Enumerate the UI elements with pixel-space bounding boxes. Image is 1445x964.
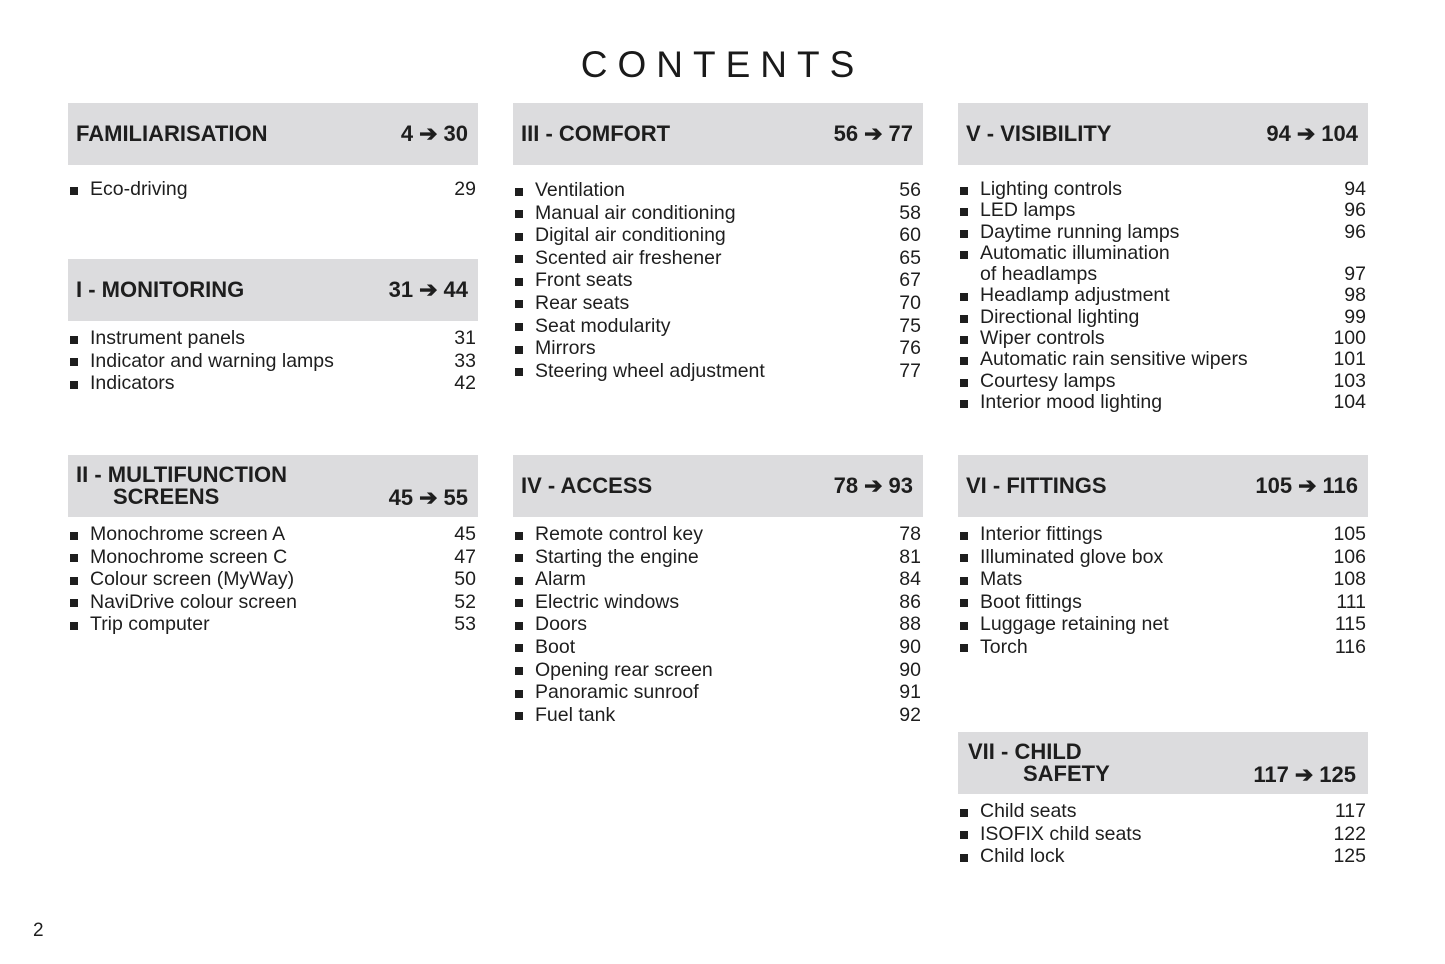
range-end: 116 bbox=[1322, 473, 1358, 498]
item-label: Fuel tank bbox=[535, 703, 616, 726]
square-bullet-icon bbox=[515, 712, 523, 720]
item-page: 90 bbox=[899, 635, 921, 658]
toc-item[interactable] bbox=[958, 823, 1368, 846]
toc-item[interactable] bbox=[68, 613, 478, 636]
toc-item[interactable] bbox=[513, 179, 923, 202]
toc-item[interactable] bbox=[958, 800, 1368, 823]
item-page: 75 bbox=[899, 314, 921, 337]
toc-item[interactable] bbox=[513, 523, 923, 546]
item-label: Automatic rain sensitive wipers bbox=[980, 348, 1248, 371]
item-page: 103 bbox=[1333, 369, 1366, 392]
item-label: Mats bbox=[980, 568, 1023, 591]
page-range bbox=[389, 279, 468, 301]
item-page: 31 bbox=[454, 327, 476, 349]
item-page: 101 bbox=[1333, 348, 1366, 371]
item-label: Monochrome screen C bbox=[90, 545, 288, 568]
square-bullet-icon bbox=[70, 599, 78, 607]
section-title: FAMILIARISATION bbox=[76, 121, 268, 146]
arrow-right-icon: ➔ bbox=[419, 121, 438, 146]
item-page: 81 bbox=[899, 545, 921, 568]
range-start: 31 bbox=[388, 277, 414, 302]
square-bullet-icon bbox=[960, 809, 968, 817]
item-page: 94 bbox=[1344, 178, 1366, 200]
item-label: Doors bbox=[535, 613, 588, 636]
item-page: 70 bbox=[899, 291, 921, 314]
item-page: 122 bbox=[1333, 822, 1366, 845]
arrow-right-icon: ➔ bbox=[419, 277, 438, 302]
item-page: 78 bbox=[899, 523, 921, 545]
toc-item[interactable] bbox=[68, 350, 478, 373]
item-page: 91 bbox=[899, 681, 921, 704]
section-title-line1: II - MULTIFUNCTION bbox=[76, 462, 287, 487]
toc-item[interactable] bbox=[958, 568, 1368, 591]
square-bullet-icon bbox=[70, 381, 78, 389]
page-range bbox=[389, 487, 468, 509]
item-label: Lighting controls bbox=[980, 178, 1123, 200]
item-page: 84 bbox=[899, 568, 921, 591]
item-page: 88 bbox=[899, 613, 921, 636]
toc-item[interactable] bbox=[513, 681, 923, 704]
square-bullet-icon bbox=[70, 358, 78, 366]
item-label: NaviDrive colour screen bbox=[90, 590, 297, 613]
section-header[interactable] bbox=[513, 455, 923, 517]
item-label: Remote control key bbox=[535, 523, 703, 545]
square-bullet-icon bbox=[960, 599, 968, 607]
section-header[interactable] bbox=[68, 455, 478, 517]
section-title bbox=[76, 464, 287, 508]
toc-item[interactable] bbox=[513, 292, 923, 315]
section-header[interactable] bbox=[68, 103, 478, 165]
toc-item[interactable] bbox=[958, 179, 1368, 200]
item-label: Alarm bbox=[535, 568, 586, 591]
item-page: 96 bbox=[1344, 199, 1366, 222]
item-page: 65 bbox=[899, 246, 921, 269]
square-bullet-icon bbox=[70, 554, 78, 562]
square-bullet-icon bbox=[70, 577, 78, 585]
item-page: 90 bbox=[899, 658, 921, 681]
item-label: Boot bbox=[535, 635, 576, 658]
section-header[interactable] bbox=[513, 103, 923, 165]
square-bullet-icon bbox=[515, 300, 523, 308]
item-page: 97 bbox=[1344, 263, 1366, 286]
toc-item[interactable] bbox=[958, 328, 1368, 349]
range-start: 4 bbox=[400, 121, 414, 146]
square-bullet-icon bbox=[960, 554, 968, 562]
toc-item[interactable] bbox=[68, 568, 478, 591]
section-title-line1: VII - CHILD bbox=[968, 739, 1082, 764]
item-label: Indicators bbox=[90, 372, 175, 395]
square-bullet-icon bbox=[960, 854, 968, 862]
square-bullet-icon bbox=[70, 532, 78, 540]
item-label: Trip computer bbox=[90, 613, 210, 636]
toc-item[interactable] bbox=[513, 659, 923, 682]
toc-item[interactable] bbox=[513, 247, 923, 270]
item-label: ISOFIX child seats bbox=[980, 822, 1142, 845]
item-page: 29 bbox=[454, 178, 476, 200]
square-bullet-icon bbox=[960, 230, 968, 238]
item-label: Scented air freshener bbox=[535, 246, 722, 269]
item-page: 125 bbox=[1333, 845, 1366, 868]
range-end: 55 bbox=[443, 485, 468, 510]
square-bullet-icon bbox=[515, 644, 523, 652]
section-title: V - VISIBILITY bbox=[966, 121, 1112, 146]
toc-item[interactable] bbox=[513, 315, 923, 338]
arrow-right-icon: ➔ bbox=[864, 473, 883, 498]
square-bullet-icon bbox=[515, 622, 523, 630]
item-label: Boot fittings bbox=[980, 590, 1082, 613]
arrow-right-icon: ➔ bbox=[1294, 762, 1314, 787]
toc-item[interactable] bbox=[958, 371, 1368, 392]
toc-item[interactable] bbox=[513, 360, 923, 383]
arrow-right-icon: ➔ bbox=[1298, 473, 1317, 498]
page-range bbox=[834, 475, 913, 497]
item-page: 106 bbox=[1333, 545, 1366, 568]
item-page: 92 bbox=[899, 703, 921, 726]
item-label: Headlamp adjustment bbox=[980, 284, 1170, 307]
toc-item[interactable] bbox=[958, 307, 1368, 328]
toc-item[interactable] bbox=[513, 224, 923, 247]
arrow-right-icon: ➔ bbox=[864, 121, 883, 146]
toc-item[interactable] bbox=[68, 546, 478, 569]
item-label: Child lock bbox=[980, 845, 1065, 868]
toc-item[interactable] bbox=[513, 613, 923, 636]
item-page: 76 bbox=[899, 337, 921, 360]
toc-item[interactable] bbox=[513, 546, 923, 569]
square-bullet-icon bbox=[960, 644, 968, 652]
square-bullet-icon bbox=[960, 622, 968, 630]
square-bullet-icon bbox=[960, 831, 968, 839]
section-fittings bbox=[958, 455, 1368, 659]
item-label: Steering wheel adjustment bbox=[535, 359, 765, 382]
toc-item[interactable] bbox=[68, 327, 478, 350]
square-bullet-icon bbox=[515, 554, 523, 562]
toc-item[interactable] bbox=[68, 591, 478, 614]
toc-item[interactable] bbox=[513, 636, 923, 659]
item-label: Instrument panels bbox=[90, 327, 246, 349]
section-title: IV - ACCESS bbox=[521, 473, 653, 498]
toc-item[interactable] bbox=[513, 568, 923, 591]
item-page: 117 bbox=[1334, 800, 1366, 822]
toc-item[interactable] bbox=[68, 178, 478, 201]
item-label: Front seats bbox=[535, 269, 633, 292]
range-start: 105 bbox=[1255, 473, 1293, 498]
toc-item[interactable] bbox=[68, 523, 478, 546]
item-page: 115 bbox=[1334, 613, 1366, 636]
section-title: I - MONITORING bbox=[76, 277, 245, 302]
square-bullet-icon bbox=[960, 251, 968, 259]
page-range bbox=[1255, 475, 1358, 497]
square-bullet-icon bbox=[515, 210, 523, 218]
range-end: 77 bbox=[888, 121, 913, 146]
item-page: 99 bbox=[1344, 305, 1366, 328]
square-bullet-icon bbox=[960, 532, 968, 540]
section-header[interactable] bbox=[958, 455, 1368, 517]
toc-item[interactable] bbox=[958, 523, 1368, 546]
item-label: Opening rear screen bbox=[535, 658, 713, 681]
item-label: LED lamps bbox=[980, 199, 1076, 222]
square-bullet-icon bbox=[960, 357, 968, 365]
range-start: 45 bbox=[388, 485, 414, 510]
range-end: 125 bbox=[1319, 762, 1356, 787]
toc-item[interactable] bbox=[958, 613, 1368, 636]
item-label: Colour screen (MyWay) bbox=[90, 568, 295, 591]
range-end: 93 bbox=[888, 473, 913, 498]
item-label: Eco-driving bbox=[90, 178, 188, 200]
square-bullet-icon bbox=[515, 188, 523, 196]
square-bullet-icon bbox=[515, 346, 523, 354]
item-label-line1: Automatic illumination bbox=[980, 241, 1170, 264]
item-page: 33 bbox=[454, 349, 476, 372]
square-bullet-icon bbox=[960, 293, 968, 301]
toc-item[interactable] bbox=[958, 349, 1368, 370]
item-page: 53 bbox=[454, 613, 476, 636]
item-page: 104 bbox=[1333, 390, 1366, 413]
section-header[interactable] bbox=[958, 732, 1368, 794]
toc-item[interactable] bbox=[958, 243, 1368, 286]
item-page: 116 bbox=[1334, 635, 1366, 658]
page-range bbox=[401, 123, 468, 145]
range-start: 56 bbox=[833, 121, 859, 146]
square-bullet-icon bbox=[515, 599, 523, 607]
square-bullet-icon bbox=[70, 336, 78, 344]
item-label: Interior mood lighting bbox=[980, 390, 1163, 413]
square-bullet-icon bbox=[70, 622, 78, 630]
toc-item[interactable] bbox=[958, 546, 1368, 569]
item-label: Ventilation bbox=[535, 179, 625, 201]
item-page: 77 bbox=[899, 359, 921, 382]
square-bullet-icon bbox=[515, 323, 523, 331]
item-label: Starting the engine bbox=[535, 545, 699, 568]
range-end: 44 bbox=[443, 277, 468, 302]
page-range bbox=[1266, 123, 1358, 145]
item-label: Seat modularity bbox=[535, 314, 671, 337]
section-title-line2: SAFETY bbox=[1023, 761, 1110, 786]
item-label: Interior fittings bbox=[980, 523, 1103, 545]
section-visibility bbox=[958, 103, 1368, 413]
range-start: 78 bbox=[833, 473, 859, 498]
square-bullet-icon bbox=[515, 577, 523, 585]
square-bullet-icon bbox=[960, 315, 968, 323]
item-label: Digital air conditioning bbox=[535, 224, 726, 247]
item-page: 98 bbox=[1344, 284, 1366, 307]
item-label-line2: of headlamps bbox=[980, 263, 1098, 286]
item-label: Directional lighting bbox=[980, 305, 1140, 328]
item-page: 50 bbox=[454, 568, 476, 591]
section-multifunction-screens bbox=[68, 455, 478, 636]
section-title-line2: SCREENS bbox=[113, 484, 220, 509]
square-bullet-icon bbox=[515, 255, 523, 263]
item-page: 67 bbox=[899, 269, 921, 292]
toc-item[interactable] bbox=[958, 845, 1368, 868]
section-header[interactable] bbox=[68, 259, 478, 321]
toc-item[interactable] bbox=[513, 591, 923, 614]
item-label: Monochrome screen A bbox=[90, 523, 286, 545]
square-bullet-icon bbox=[960, 379, 968, 387]
item-page: 100 bbox=[1333, 327, 1366, 350]
page-range bbox=[1253, 764, 1356, 786]
section-child-safety bbox=[958, 732, 1368, 868]
item-label: Electric windows bbox=[535, 590, 680, 613]
item-label: Courtesy lamps bbox=[980, 369, 1116, 392]
toc-item[interactable] bbox=[958, 285, 1368, 306]
item-page: 47 bbox=[454, 545, 476, 568]
toc-item[interactable] bbox=[958, 591, 1368, 614]
arrow-right-icon: ➔ bbox=[419, 485, 438, 510]
section-comfort bbox=[513, 103, 923, 382]
item-label: Rear seats bbox=[535, 291, 630, 314]
item-label: Manual air conditioning bbox=[535, 201, 736, 224]
range-start: 117 bbox=[1253, 762, 1289, 787]
section-monitoring bbox=[68, 259, 478, 395]
square-bullet-icon bbox=[515, 532, 523, 540]
page-number: 2 bbox=[33, 920, 44, 941]
square-bullet-icon bbox=[960, 400, 968, 408]
toc-item[interactable] bbox=[68, 372, 478, 395]
toc-item[interactable] bbox=[958, 392, 1368, 413]
square-bullet-icon bbox=[515, 690, 523, 698]
square-bullet-icon bbox=[960, 208, 968, 216]
section-access bbox=[513, 455, 923, 726]
item-label: Luggage retaining net bbox=[980, 613, 1169, 636]
toc-item[interactable] bbox=[958, 636, 1368, 659]
item-page: 58 bbox=[899, 201, 921, 224]
item-page: 45 bbox=[454, 523, 476, 545]
item-page: 111 bbox=[1336, 590, 1366, 613]
square-bullet-icon bbox=[515, 667, 523, 675]
item-label: Mirrors bbox=[535, 337, 596, 360]
range-end: 30 bbox=[443, 121, 468, 146]
item-page: 96 bbox=[1344, 220, 1366, 243]
item-page: 56 bbox=[899, 179, 921, 201]
toc-item[interactable] bbox=[513, 337, 923, 360]
toc-item[interactable] bbox=[958, 222, 1368, 243]
square-bullet-icon bbox=[960, 336, 968, 344]
square-bullet-icon bbox=[515, 233, 523, 241]
item-label: Wiper controls bbox=[980, 327, 1105, 350]
square-bullet-icon bbox=[515, 278, 523, 286]
square-bullet-icon bbox=[515, 368, 523, 376]
square-bullet-icon bbox=[960, 577, 968, 585]
item-label: Daytime running lamps bbox=[980, 220, 1180, 243]
page-range bbox=[834, 123, 913, 145]
item-page: 108 bbox=[1333, 568, 1366, 591]
range-end: 104 bbox=[1321, 121, 1358, 146]
section-header[interactable] bbox=[958, 103, 1368, 165]
item-label: Indicator and warning lamps bbox=[90, 349, 334, 372]
toc-item[interactable] bbox=[513, 269, 923, 292]
item-label: Torch bbox=[980, 635, 1028, 658]
toc-item[interactable] bbox=[958, 200, 1368, 221]
square-bullet-icon bbox=[70, 187, 78, 195]
item-label: Child seats bbox=[980, 800, 1077, 822]
section-title: III - COMFORT bbox=[521, 121, 671, 146]
section-title bbox=[968, 741, 1110, 785]
square-bullet-icon bbox=[960, 187, 968, 195]
item-page: 86 bbox=[899, 590, 921, 613]
toc-item[interactable] bbox=[513, 704, 923, 727]
item-page: 42 bbox=[454, 372, 476, 395]
arrow-right-icon: ➔ bbox=[1296, 121, 1316, 146]
section-familiarisation bbox=[68, 103, 478, 201]
item-label: Illuminated glove box bbox=[980, 545, 1164, 568]
range-start: 94 bbox=[1266, 121, 1291, 146]
item-page: 60 bbox=[899, 224, 921, 247]
page-title: CONTENTS bbox=[580, 44, 865, 85]
section-title: VI - FITTINGS bbox=[966, 473, 1107, 498]
item-page: 52 bbox=[454, 590, 476, 613]
item-page: 105 bbox=[1333, 523, 1366, 545]
item-label: Panoramic sunroof bbox=[535, 681, 699, 704]
toc-item[interactable] bbox=[513, 202, 923, 225]
